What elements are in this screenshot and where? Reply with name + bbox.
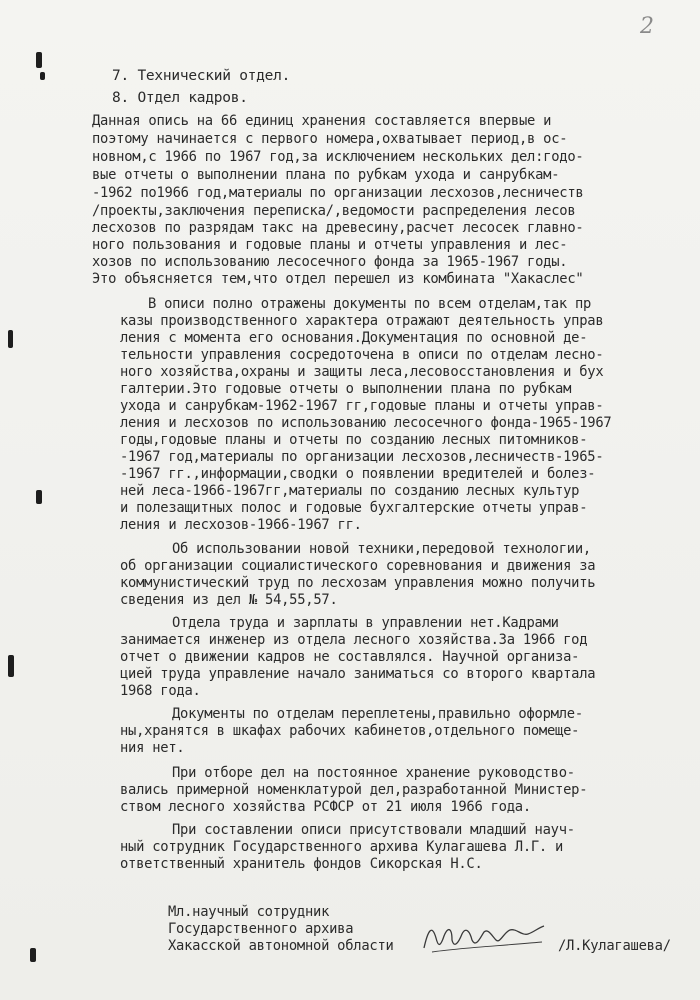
- text-line: ления и лесхозов-1966-1967 гг.: [120, 517, 362, 533]
- binder-hole-mark: [40, 72, 45, 80]
- text-line: поэтому начинается с первого номера,охватывает период,в ос-: [92, 131, 568, 147]
- binder-hole-mark: [8, 655, 14, 677]
- text-line: В описи полно отражены документы по всем отделам,так пр: [148, 296, 592, 312]
- list-item: 8. Отдел кадров.: [112, 90, 248, 106]
- text-line: казы производственного характера отражают деятельность управ: [120, 313, 604, 329]
- signature-title-line: Мл.научный сотрудник: [168, 904, 330, 920]
- text-line: /проекты,заключения переписка/,ведомости распределения лесов: [92, 203, 576, 219]
- text-line: Документы по отделам переплетены,правильно оформле-: [172, 706, 583, 722]
- signature-title-line: Хакасской автономной области: [168, 938, 394, 954]
- text-line: -1967 гг.,информации,сводки о появлении вредителей и болез-: [120, 466, 596, 482]
- text-line: ней леса-1966-1967гг,материалы по созданию лесных культур: [120, 483, 580, 499]
- text-line: 1968 года.: [120, 683, 201, 699]
- text-line: -1962 по1966 год,материалы по организации лесхозов,лесничеств: [92, 185, 584, 201]
- text-line: лесхозов по разрядам такс на древесину,расчет лесосек главно-: [92, 220, 584, 236]
- text-line: ления с момента его основания.Документация по основной де-: [120, 330, 588, 346]
- signer-name: /Л.Кулагашева/: [558, 938, 671, 954]
- text-line: коммунистический труд по лесхозам управления можно получить: [120, 575, 596, 591]
- text-line: тельности управления сосредоточена в описи по отделам лесно-: [120, 347, 604, 363]
- text-line: Об использовании новой техники,передовой технологии,: [172, 541, 591, 557]
- text-line: Отдела труда и зарплаты в управлении нет.Кадрами: [172, 615, 559, 631]
- binder-hole-mark: [36, 52, 42, 68]
- text-line: сведения из дел № 54,55,57.: [120, 592, 338, 608]
- text-line: При отборе дел на постоянное хранение руководство-: [172, 765, 575, 781]
- text-line: ответственный хранитель фондов Сикорская Н.С.: [120, 856, 483, 872]
- text-line: ный сотрудник Государственного архива Кулагашева Л.Г. и: [120, 839, 564, 855]
- text-line: ны,хранятся в шкафах рабочих кабинетов,отдельного помеще-: [120, 723, 580, 739]
- text-line: отчет о движении кадров не составлялся. Научной организа-: [120, 649, 580, 665]
- text-line: ного хозяйства,охраны и защиты леса,лесовосстановления и бух: [120, 364, 604, 380]
- text-line: новном,с 1966 по 1967 год,за исключением нескольких дел:годо-: [92, 149, 584, 165]
- handwritten-signature: [418, 918, 548, 958]
- text-line: Это объясняется тем,что отдел перешел из комбината "Хакаслес": [92, 271, 584, 287]
- text-line: вались примерной номенклатурой дел,разработанной Министер-: [120, 782, 588, 798]
- text-line: -1967 год,материалы по организации лесхозов,лесничеств-1965-: [120, 449, 604, 465]
- list-item: 7. Технический отдел.: [112, 68, 291, 84]
- text-line: цией труда управление начало заниматься со второго квартала: [120, 666, 596, 682]
- text-line: ления и лесхозов по использованию лесосечного фонда-1965-1967: [120, 415, 612, 431]
- text-line: и полезащитных полос и годовые бухгалтерские отчеты управ-: [120, 500, 588, 516]
- text-line: об организации социалистического соревнования и движения за: [120, 558, 596, 574]
- binder-hole-mark: [8, 330, 13, 348]
- text-line: хозов по использованию лесосечного фонда за 1965-1967 годы.: [92, 254, 568, 270]
- text-line: вые отчеты о выполнении плана по рубкам ухода и санрубкам-: [92, 167, 560, 183]
- binder-hole-mark: [30, 948, 36, 962]
- signature-title-line: Государственного архива: [168, 921, 354, 937]
- text-line: ухода и санрубкам-1962-1967 гг,годовые планы и отчеты управ-: [120, 398, 604, 414]
- text-line: ством лесного хозяйства РСФСР от 21 июля 1966 года.: [120, 799, 531, 815]
- binder-hole-mark: [36, 490, 42, 504]
- text-line: При составлении описи присутствовали младший науч-: [172, 822, 575, 838]
- text-line: галтерии.Это годовые отчеты о выполнении плана по рубкам: [120, 381, 572, 397]
- page-number: 2: [640, 14, 654, 39]
- text-line: Данная опись на 66 единиц хранения составляется впервые и: [92, 113, 552, 129]
- text-line: годы,годовые планы и отчеты по созданию лесных питомников-: [120, 432, 588, 448]
- text-line: занимается инженер из отдела лесного хозяйства.За 1966 год: [120, 632, 588, 648]
- text-line: ния нет.: [120, 740, 185, 756]
- text-line: ного пользования и годовые планы и отчеты управления и лес-: [92, 237, 568, 253]
